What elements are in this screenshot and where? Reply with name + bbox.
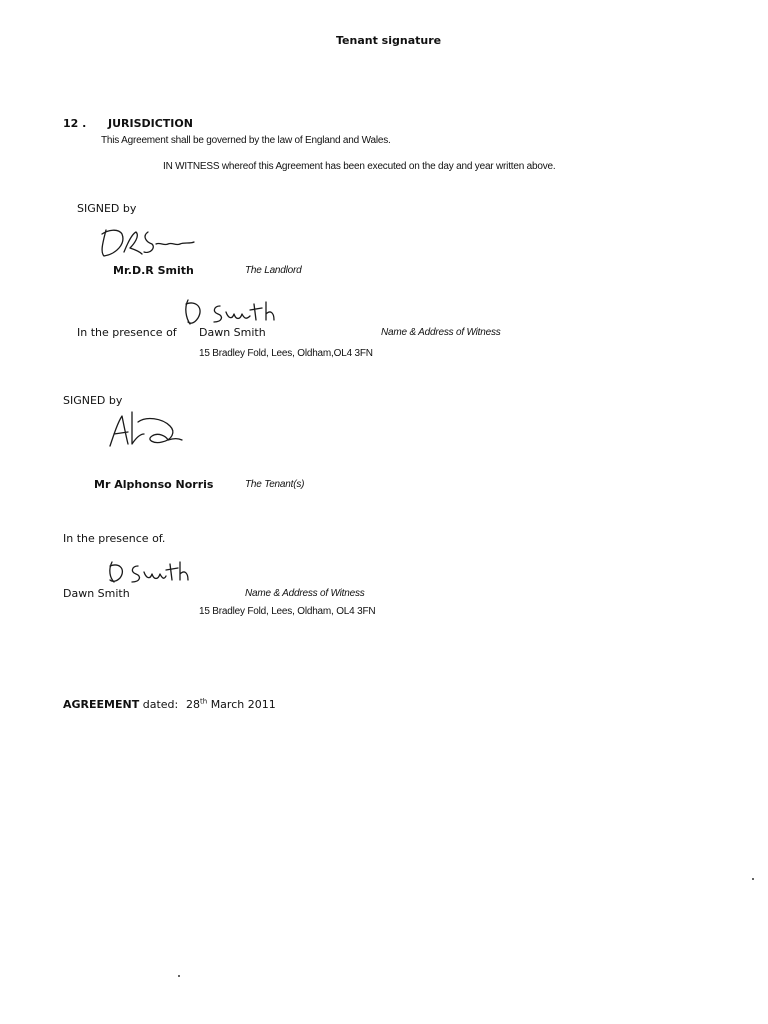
landlord-witness-signature (180, 298, 290, 328)
clause-heading: JURISDICTION (108, 117, 193, 130)
landlord-witness-caption: Name & Address of Witness (381, 327, 501, 338)
scan-speck (752, 878, 754, 880)
agreement-day-suffix: th (200, 697, 208, 706)
landlord-name: Mr.D.R Smith (113, 264, 194, 277)
agreement-month-year: March 2011 (210, 698, 276, 711)
clause-number: 12 . (63, 117, 87, 130)
tenant-name: Mr Alphonso Norris (94, 478, 214, 491)
agreement-label: AGREEMENT (63, 698, 140, 711)
tenant-witness-address: 15 Bradley Fold, Lees, Oldham, OL4 3FN (199, 606, 376, 617)
agreement-date-line (63, 698, 178, 711)
landlord-witness-address: 15 Bradley Fold, Lees, Oldham,OL4 3FN (199, 348, 373, 359)
agreement-dated-word: dated: (142, 698, 179, 711)
page-title: Tenant signature (336, 34, 442, 47)
scan-speck (178, 975, 180, 977)
tenant-witness-name: Dawn Smith (63, 587, 130, 600)
agreement-day: 28 (186, 698, 200, 711)
tenant-presence-label: In the presence of. (63, 532, 166, 545)
tenant-signed-by: SIGNED by (63, 394, 123, 407)
tenant-witness-signature (104, 558, 190, 586)
clause-body: This Agreement shall be governed by the law of England and Wales. (101, 135, 391, 146)
agreement-date-value (186, 698, 276, 711)
witness-statement: IN WITNESS whereof this Agreement has been executed on the day and year written above. (163, 161, 556, 172)
tenant-signature (106, 408, 186, 450)
landlord-signed-by: SIGNED by (77, 202, 137, 215)
tenant-witness-caption: Name & Address of Witness (245, 588, 365, 599)
landlord-witness-name: Dawn Smith (199, 326, 266, 339)
landlord-signature (98, 222, 198, 260)
tenant-role: The Tenant(s) (245, 479, 305, 490)
landlord-presence-label: In the presence of (77, 326, 177, 339)
landlord-role: The Landlord (245, 265, 302, 276)
